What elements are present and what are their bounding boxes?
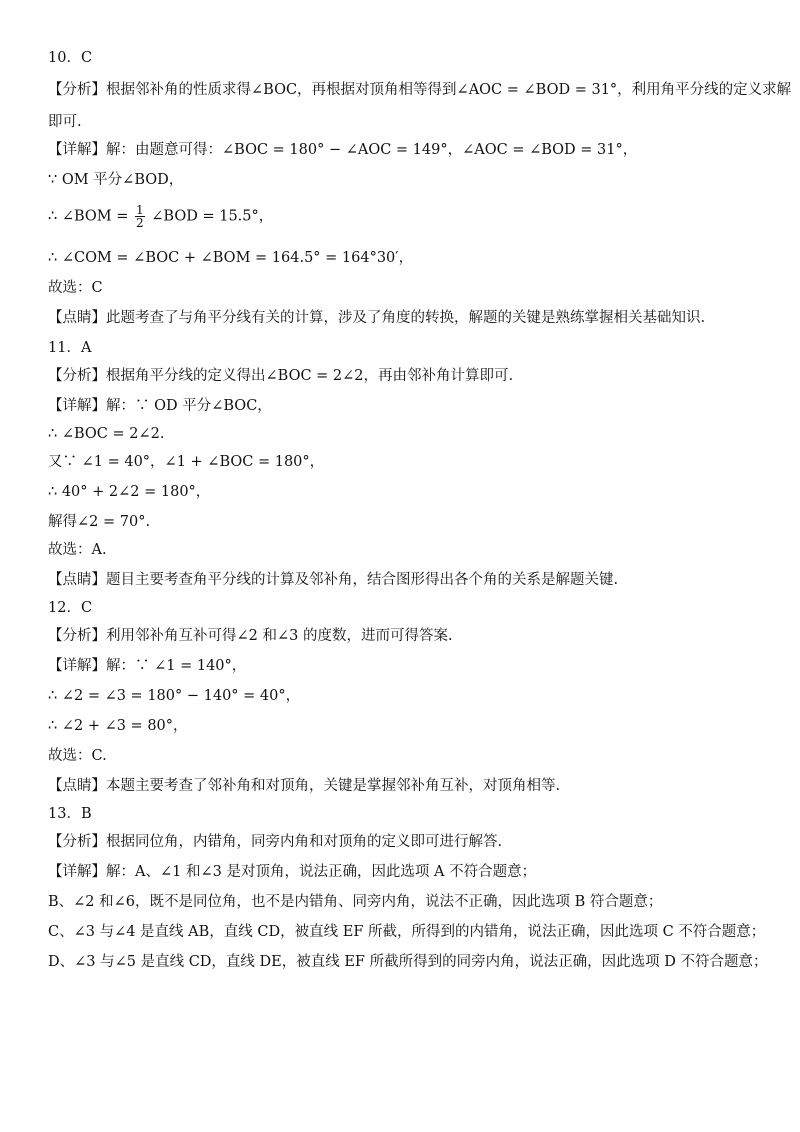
problem-13-number: 13．B [48, 806, 92, 822]
fraction [135, 204, 145, 229]
problem-12-analysis: 【分析】利用邻补角互补可得∠2 和∠3 的度数，进而可得答案. [48, 628, 453, 644]
problem-10-number: 10．C [48, 50, 93, 66]
fraction-step-prefix: ∴ ∠BOM = [48, 208, 129, 225]
problem-11-comment: 【点睛】题目主要考查角平分线的计算及邻补角，结合图形得出各个角的关系是解题关键. [48, 572, 619, 588]
problem-11-detail: 【详解】解：∵ OD 平分∠BOC， [48, 398, 272, 414]
problem-11-analysis: 【分析】根据角平分线的定义得出∠BOC = 2∠2，再由邻补角计算即可. [48, 368, 514, 384]
problem-13-option-d: D、∠3 与∠5 是直线 CD，直线 DE，被直线 EF 所截所得到的同旁内角，说法正确，因此选项 D 不符合题意； [48, 954, 768, 970]
fraction-step-suffix: ∠BOD = 15.5°， [151, 208, 274, 225]
problem-12-step-2: ∴ ∠2 + ∠3 = 80°， [48, 718, 188, 734]
problem-11-step-3: ∴ 40° + 2∠2 = 180°， [48, 484, 211, 500]
problem-11-step-2: 又∵ ∠1 = 40°，∠1 + ∠BOC = 180°， [48, 454, 325, 470]
problem-12-detail: 【详解】解：∵ ∠1 = 140°， [48, 658, 247, 674]
problem-13-option-c: C、∠3 与∠4 是直线 AB，直线 CD，被直线 EF 所截，所得到的内错角，说法正确，因此选项 C 不符合题意； [48, 924, 766, 940]
problem-10-detail: 【详解】解：由题意可得：∠BOC = 180° − ∠AOC = 149°，∠AOC = ∠BOD = 31°， [48, 142, 638, 158]
problem-10-analysis: 【分析】根据邻补角的性质求得∠BOC，再根据对顶角相等得到∠AOC = ∠BOD = 31°，利用角平分线的定义求解 [48, 82, 792, 98]
problem-12-answer: 故选：C. [48, 748, 107, 764]
fraction-denominator: 2 [136, 216, 144, 230]
problem-11-number: 11．A [48, 340, 92, 356]
problem-11-answer: 故选：A. [48, 542, 107, 558]
problem-10-step-2: ∴ ∠COM = ∠BOC + ∠BOM = 164.5° = 164°30′， [48, 250, 414, 266]
fraction-numerator: 1 [136, 203, 144, 217]
problem-10-analysis-cont: 即可. [48, 114, 82, 130]
problem-12-number: 12．C [48, 600, 93, 616]
problem-10-answer: 故选：C [48, 280, 103, 296]
problem-10-comment: 【点睛】此题考查了与角平分线有关的计算，涉及了角度的转换，解题的关键是熟练掌握相关基础知识. [48, 310, 706, 326]
problem-10-fraction-step [48, 204, 760, 229]
problem-13-analysis: 【分析】根据同位角，内错角，同旁内角和对顶角的定义即可进行解答. [48, 834, 503, 850]
problem-13-option-b: B、∠2 和∠6，既不是同位角，也不是内错角、同旁内角，说法不正确，因此选项 B 符合题意； [48, 894, 663, 910]
problem-13-detail: 【详解】解：A、∠1 和∠3 是对顶角，说法正确，因此选项 A 不符合题意； [48, 864, 537, 880]
problem-12-comment: 【点睛】本题主要考查了邻补角和对顶角，关键是掌握邻补角互补，对顶角相等. [48, 778, 561, 794]
problem-10-step-1: ∵ OM 平分∠BOD， [48, 172, 184, 188]
problem-12-step-1: ∴ ∠2 = ∠3 = 180° − 140° = 40°， [48, 688, 301, 704]
problem-11-step-1: ∴ ∠BOC = 2∠2. [48, 426, 165, 442]
problem-11-step-4: 解得∠2 = 70°. [48, 514, 151, 530]
